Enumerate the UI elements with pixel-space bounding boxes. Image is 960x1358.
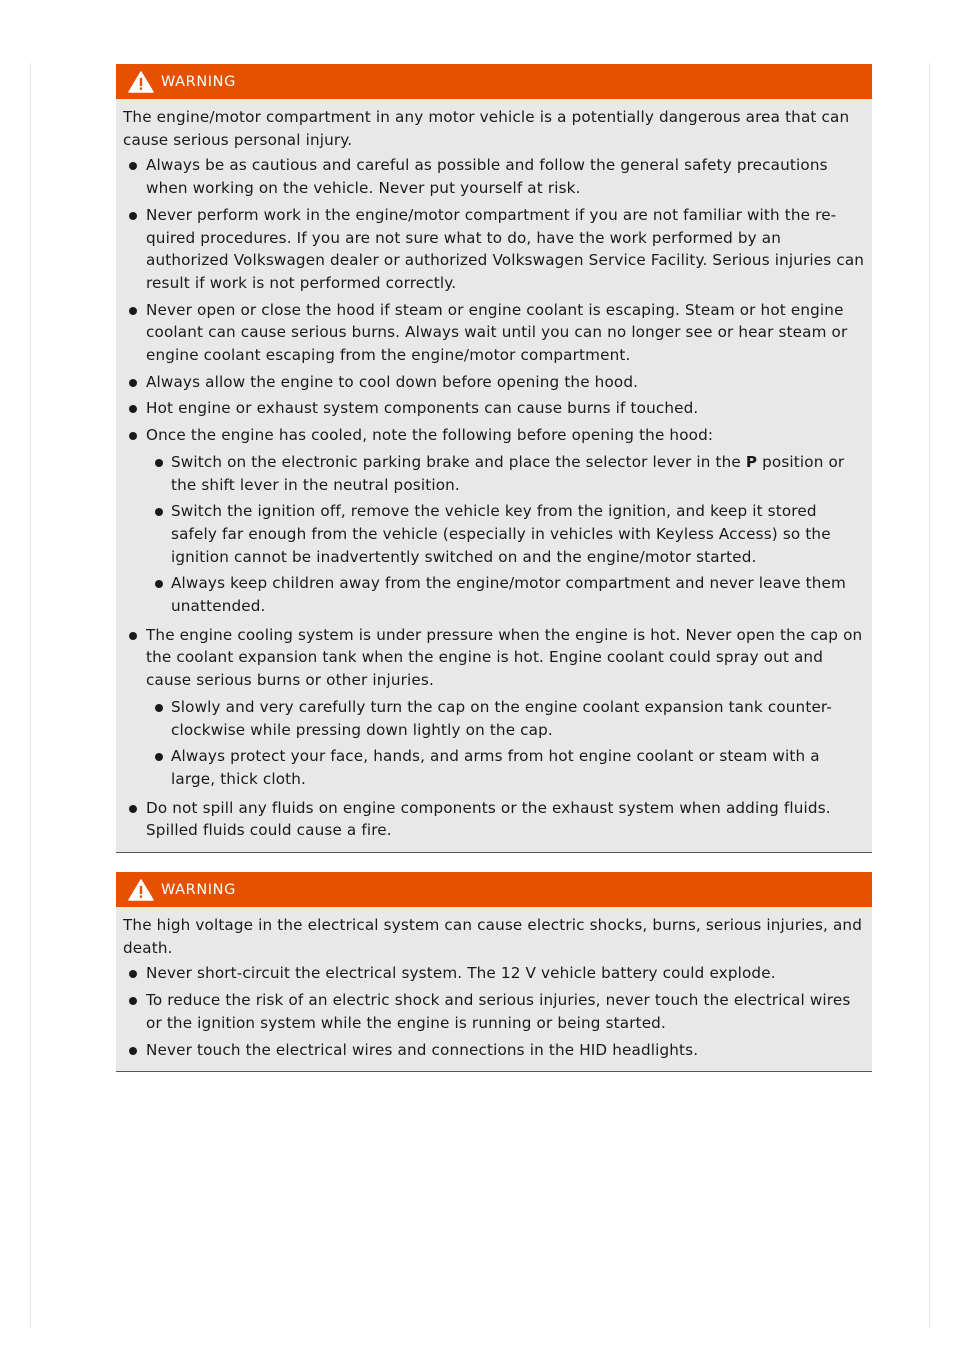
warning-list <box>123 962 866 1061</box>
list-item-text: Never touch the electrical wires and connections in the HID headlights. <box>146 1040 699 1059</box>
warning-header <box>116 872 872 907</box>
bullet-dot-icon <box>155 580 163 588</box>
sub-list-item <box>146 451 866 496</box>
bullet-dot-icon <box>155 459 163 467</box>
page-margin-right <box>929 63 930 1328</box>
text-span: position or the shift lever in the neutral position. <box>171 452 845 494</box>
bullet-dot-icon <box>129 212 137 220</box>
list-item <box>123 371 866 394</box>
bullet-dot-icon <box>129 405 137 413</box>
sub-list <box>146 696 866 791</box>
bullet-dot-icon <box>155 508 163 516</box>
bullet-dot-icon <box>129 379 137 387</box>
list-item <box>123 299 866 367</box>
sub-list-item <box>146 696 866 741</box>
list-item-text: Always be as cautious and careful as possible and follow the general safety precautions when working on the vehicle. Never put yourself at risk. <box>146 156 828 198</box>
bullet-dot-icon <box>129 432 137 440</box>
selector-position-label: P <box>745 452 758 471</box>
warning-body <box>116 99 872 852</box>
list-item-text: Do not spill any fluids on engine components or the exhaust system when adding fluids. Spilled fluids could cause a fire. <box>146 798 831 840</box>
bullet-dot-icon <box>155 753 163 761</box>
list-item <box>123 154 866 199</box>
sub-list-item <box>146 572 866 617</box>
warning-title: WARNING <box>161 73 236 90</box>
list-item <box>123 989 866 1034</box>
list-item-text: Never short-circuit the electrical system. The 12 V vehicle battery could explode. <box>146 964 776 983</box>
bullet-dot-icon <box>155 704 163 712</box>
sub-list-item <box>146 745 866 790</box>
sub-list-item <box>146 500 866 568</box>
sub-list-item-text: Slowly and very carefully turn the cap on the engine coolant expansion tank counter-clockwise while pressing down lightly on the cap. <box>171 697 832 739</box>
list-item-text: Hot engine or exhaust system components can cause burns if touched. <box>146 399 699 418</box>
list-item-text: Always allow the engine to cool down before opening the hood. <box>146 372 639 391</box>
warning-intro: The engine/motor compartment in any motor vehicle is a potentially dangerous area that can cause serious personal injury. <box>123 108 850 149</box>
sub-list-item-text: Switch the ignition off, remove the vehicle key from the ignition, and keep it stored safely far enough from the vehicle (especially in vehicles with Keyless Access) so the ignition cannot be inadvertently switched on and the engine/motor started. <box>171 502 831 566</box>
warning-box-electrical-system <box>116 872 872 1072</box>
list-item <box>123 962 866 985</box>
list-item-text: To reduce the risk of an electric shock and serious injuries, never touch the electrical wires or the ignition system while the engine is running or being started. <box>146 991 851 1032</box>
list-item-text: Once the engine has cooled, note the following before opening the hood: <box>146 426 714 445</box>
list-item <box>123 624 866 791</box>
bullet-dot-icon <box>129 1047 137 1055</box>
warning-box-engine-compartment <box>116 64 872 853</box>
bullet-dot-icon <box>129 632 137 640</box>
list-item <box>123 204 866 295</box>
bullet-dot-icon <box>129 307 137 315</box>
warning-header <box>116 64 872 99</box>
list-item <box>123 797 866 842</box>
warning-body <box>116 907 872 1071</box>
sub-list-item-text: Always keep children away from the engine/motor compartment and never leave them unattended. <box>171 574 846 616</box>
list-item-text: The engine cooling system is under pressure when the engine is hot. Never open the cap on the coolant expansion tank when the engine is hot. Engine coolant could spray out and cause serious burns or other injuries. <box>146 625 863 690</box>
sub-list-item-text <box>171 451 866 496</box>
warning-triangle-icon <box>128 879 154 901</box>
warning-triangle-icon <box>128 71 154 93</box>
page-margin-left <box>30 63 31 1328</box>
warning-intro: The high voltage in the electrical system can cause electric shocks, burns, serious injuries, and death. <box>123 916 863 957</box>
list-item-text: Never perform work in the engine/motor compartment if you are not familiar with the re-quired procedures. If you are not sure what to do, have the work performed by an authorized Volkswagen dealer or authorized Volkswagen Service Facility. Serious injuries can result if work is not performed correctly. <box>146 205 865 292</box>
sub-list <box>146 451 866 618</box>
list-item <box>123 424 866 618</box>
bullet-dot-icon <box>129 997 137 1005</box>
list-item <box>123 1039 866 1062</box>
bullet-dot-icon <box>129 805 137 813</box>
sub-list-item-text: Always protect your face, hands, and arms from hot engine coolant or steam with a large, thick cloth. <box>171 747 820 788</box>
list-item <box>123 397 866 420</box>
text-span: Switch on the electronic parking brake and place the selector lever in the <box>171 452 746 471</box>
bullet-dot-icon <box>129 970 137 978</box>
bullet-dot-icon <box>129 162 137 170</box>
warning-title: WARNING <box>161 881 236 898</box>
list-item-text: Never open or close the hood if steam or engine coolant is escaping. Steam or hot engine coolant can cause serious burns. Always wait until you can no longer see or hear steam or engine coolant escaping from the engine/motor compartment. <box>146 300 848 365</box>
warning-list <box>123 154 866 842</box>
